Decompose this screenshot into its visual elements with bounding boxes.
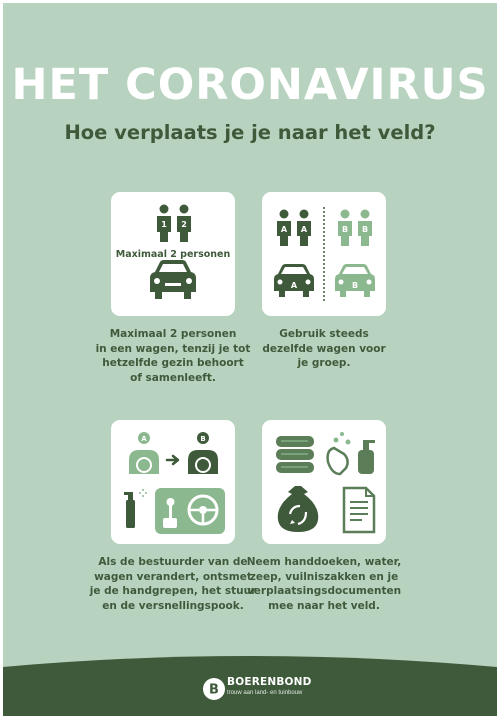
caption-line: Maximaal 2 personen xyxy=(109,328,237,340)
group-b-label-1: B xyxy=(341,225,349,234)
caption-line: Gebruik steeds xyxy=(279,328,369,340)
towels-icon xyxy=(276,436,314,473)
card-same-car xyxy=(262,192,386,316)
poster xyxy=(3,3,497,716)
driver-b-label: B xyxy=(200,435,206,443)
caption-line: hetzelfde gezin behoort xyxy=(102,357,244,369)
driver-a-label: A xyxy=(141,435,147,443)
caption-line: en de versnellingspook. xyxy=(102,599,244,612)
soap-icon xyxy=(358,440,375,474)
caption-disinfect xyxy=(88,555,258,613)
caption-line: dezelfde wagen voor xyxy=(262,342,386,355)
boerenbond-logo-icon xyxy=(202,677,226,701)
caption-line: wagen verandert, ontsmet xyxy=(94,570,252,583)
caption-line: of samenleeft. xyxy=(130,371,216,384)
group-b-label-2: B xyxy=(361,225,369,234)
caption-line: verplaatsingsdocumenten xyxy=(246,585,402,597)
caption-line: Als de bestuurder van de xyxy=(98,556,248,568)
caption-line: in een wagen, tenzij je tot xyxy=(95,342,251,355)
car-a-label: A xyxy=(290,281,298,290)
poster-title: HET CORONAVIRUS xyxy=(11,60,489,110)
car-b-label: B xyxy=(351,281,359,290)
same-car-group-icon xyxy=(262,192,386,316)
caption-line: je groep. xyxy=(297,357,351,369)
garbage-bag-icon xyxy=(278,486,318,532)
caption-line: je de handgrepen, het stuur xyxy=(89,585,257,597)
caption-max-two-persons xyxy=(88,327,258,385)
card-disinfect xyxy=(111,420,235,544)
caption-line: mee naar het veld. xyxy=(268,599,380,612)
card-supplies xyxy=(262,420,386,544)
caption-line: Neem handdoeken, water, xyxy=(246,556,402,568)
brand-tagline: trouw aan land- en tuinbouw xyxy=(227,690,303,696)
caption-same-car xyxy=(239,327,409,371)
caption-line: zeep, vuilniszakken en je xyxy=(249,570,399,583)
poster-subtitle: Hoe verplaats je je naar het veld? xyxy=(64,121,436,144)
brand-name: BOERENBOND xyxy=(227,676,312,688)
person-1-label: 1 xyxy=(161,220,167,229)
hand-washing-icon xyxy=(328,432,351,474)
logo-letter: B xyxy=(209,682,219,698)
car-two-persons-icon xyxy=(111,192,235,316)
card-max-two-persons xyxy=(111,192,235,316)
group-a-label-2: A xyxy=(300,225,308,234)
disinfect-steering-icon xyxy=(111,420,235,544)
max-persons-label: Maximaal 2 personen xyxy=(115,249,231,260)
group-a-label-1: A xyxy=(280,225,288,234)
caption-supplies xyxy=(239,555,409,613)
person-2-label: 2 xyxy=(181,220,187,229)
towels-soap-bag-documents-icon xyxy=(262,420,386,544)
documents-icon xyxy=(344,488,374,532)
